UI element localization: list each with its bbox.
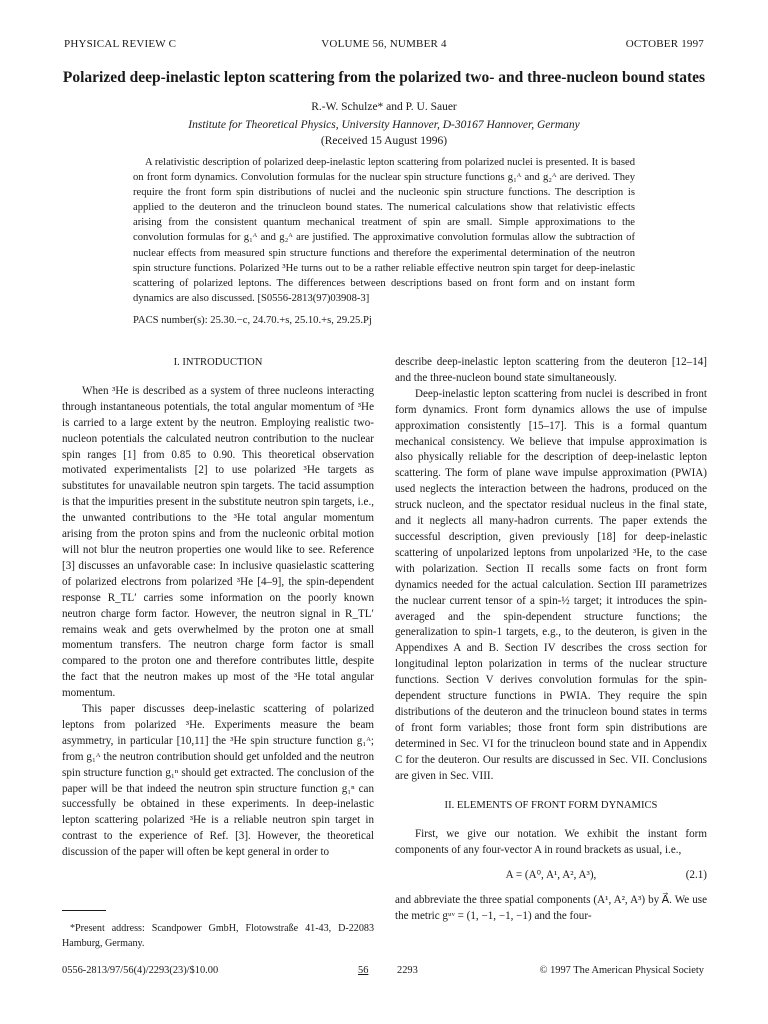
section2-paragraph-1: First, we give our notation. We exhibit the instant form components of any four-vector A in round brackets as usual, i.e., xyxy=(395,828,707,857)
volume-number: VOLUME 56, NUMBER 4 xyxy=(321,38,447,50)
intro-paragraph-1: When ³He is described as a system of three nucleons interacting through instantaneous potentials, the total angular momentum of ³He is carried to a large extent by the neutron. Employing realistic two-nucleon potentials the calculated neutron contribution to the nuclear spin ranges [1] from 0.85 to 0.90. This theoretical observation motivated experimentalists [2] to use polarized ³He targets as substitutes for unavailable neutron spin targets. The tacid assumption is that the impurities present in the substitute neutron spin targets, i.e., the unwanted contributions to the ³He total angular momentum arising from the proton spins and from the nucleonic orbital motion will not blur the neutron properties one would like to see. Reference [3] discusses an unfavorable case: In inclusive quasielastic scattering of polarized electrons from polarized ³He [4–9], the spin-dependent response R_TL′ carries some information on the poorly known neutron charge form factor. However, the neutron signal in R_TL′ remains weak and gets overwhelmed by the proton one at small momentum transfers. The neutron charge form factor is small compared to the proton one and therefore contributes little, despite the fact that the neutron makes up most of the ³He total angular momentum. xyxy=(62,384,374,700)
footer-page-number: 2293 xyxy=(397,965,418,976)
section2-paragraph-2: and abbreviate the three spatial components (A¹, A², A³) by A⃗. We use the metric gᵘᵛ = (1, −1, −1, −1) and the four- xyxy=(395,894,707,923)
section-heading-introduction: I. INTRODUCTION xyxy=(173,357,263,368)
intro-paragraph-continued: describe deep-inelastic lepton scattering from the deuteron [12–14] and the three-nucleon bound state simultaneously. xyxy=(395,356,707,384)
footnote: *Present address: Scandpower GmbH, Flotowstraße 41-43, D-22083 Hamburg, Germany. xyxy=(62,923,374,949)
footer-volume: 56 xyxy=(358,965,369,976)
author-affiliation: Institute for Theoretical Physics, University Hannover, D-30167 Hannover, Germany xyxy=(188,119,580,131)
equation-2-1 xyxy=(395,868,707,884)
right-column xyxy=(395,355,707,925)
equation-number: (2.1) xyxy=(685,869,707,882)
paper-authors: R.-W. Schulze* and P. U. Sauer xyxy=(311,101,457,113)
received-date: (Received 15 August 1996) xyxy=(320,135,448,147)
journal-name: PHYSICAL REVIEW C xyxy=(64,38,177,50)
issue-date: OCTOBER 1997 xyxy=(625,38,704,50)
pacs-numbers: PACS number(s): 25.30.−c, 24.70.+s, 25.10.+s, 29.25.Pj xyxy=(133,315,372,326)
abstract: A relativistic description of polarized deep-inelastic lepton scattering from polarized nuclei is presented. It is based on front form dynamics. Convolution formulas for the nuclear spin structure functions g₁ᴬ and g₂ᴬ are derived. They require the front form spin distributions of nuclei and the nucleonic spin structure functions. The description is applied to the deuteron and the trinucleon bound states. The numerical calculations show that relativistic effects arising from the consistent quantum mechanical treatment of spin are small. Simple approximations to the convolution formulas for g₁ᴬ and g₂ᴬ are justified. The approximative convolution formulas allow the subtraction of nuclear effects from measured spin structure functions and therefore the experimental determination of the neutron spin structure functions. Polarized ³He turns out to be a rather reliable effective neutron spin target for deep-inelastic scattering of polarized leptons. The differences between descriptions based on front form and on instant form dynamics are also discussed. [S0556-2813(97)03908-3] xyxy=(133,157,635,304)
footer-copyright: © 1997 The American Physical Society xyxy=(539,965,704,976)
running-head xyxy=(64,38,704,54)
equation-body: A = (A⁰, A¹, A², A³), xyxy=(505,869,597,882)
intro-paragraph-3: Deep-inelastic lepton scattering from nuclei is described in front form dynamics. Front form dynamics allows the use of impulse approximation consistently [15–17]. This is a formal quantum mechanical consistency. We believe that impulse approximation is also physically reliable for the description of deep-inelastic lepton scattering. The form of plane wave impulse approximation (PWIA) used neglects the interaction between the hadrons, produced on the struck nucleon, and the spectator residual nucleus in the final state, and it neglects all many-hadron currents. The paper extends the successful description, given previously [18] for deep-inelastic scattering of unpolarized leptons from unpolarized ³He, to the case with polarization. Section II recalls some facts on front form dynamics needed for the actual calculation. Section III parametrizes the nuclear current tensor of a spin-½ target; it introduces the spin-averaged and the spin-dependent structure functions; the generalization to spin-1 targets, e.g., to the deuteron, is given in the Appendixes A and B. Section IV describes the cross section for longitudinal lepton polarization in terms of the nuclear structure functions. Section V derives convolution formulas for the spin-dependent structure functions in PWIA. They require the spin distributions of the deuteron and the trinucleon bound states in terms of front form variables; those front form spin distributions are determined in Sec. VI for the trinucleon bound state and in Appendix C for the deuteron. Our results are discussed in Sec. VII. Conclusions are given in Sec. VIII. xyxy=(395,387,707,782)
intro-paragraph-2: This paper discusses deep-inelastic scattering of polarized leptons from polarized ³He. Experiments measure the beam asymmetry, in particular [10,11] the ³He spin structure function g₁ᴬ; from g₁ᴬ the neutron contribution should get unfolded and the neutron spin structure function g₁ⁿ should get extracted. The conclusion of the paper will be that indeed the neutron spin structure function g₁ⁿ can successfully be obtained in these experiments. In deep-inelastic lepton scattering polarized ³He is a reliable neutron spin target in contrast to the experience of Ref. [3]. However, the theoretical discussion of the paper will often be kept general in order to xyxy=(62,703,374,859)
section-heading-front-form: II. ELEMENTS OF FRONT FORM DYNAMICS xyxy=(444,800,658,812)
paper-title: Polarized deep-inelastic lepton scattering from the polarized two- and three-nucleon bound states xyxy=(62,69,706,86)
footnote-rule xyxy=(62,910,106,911)
footer-code: 0556-2813/97/56(4)/2293(23)/$10.00 xyxy=(62,965,219,976)
left-column xyxy=(62,355,374,861)
